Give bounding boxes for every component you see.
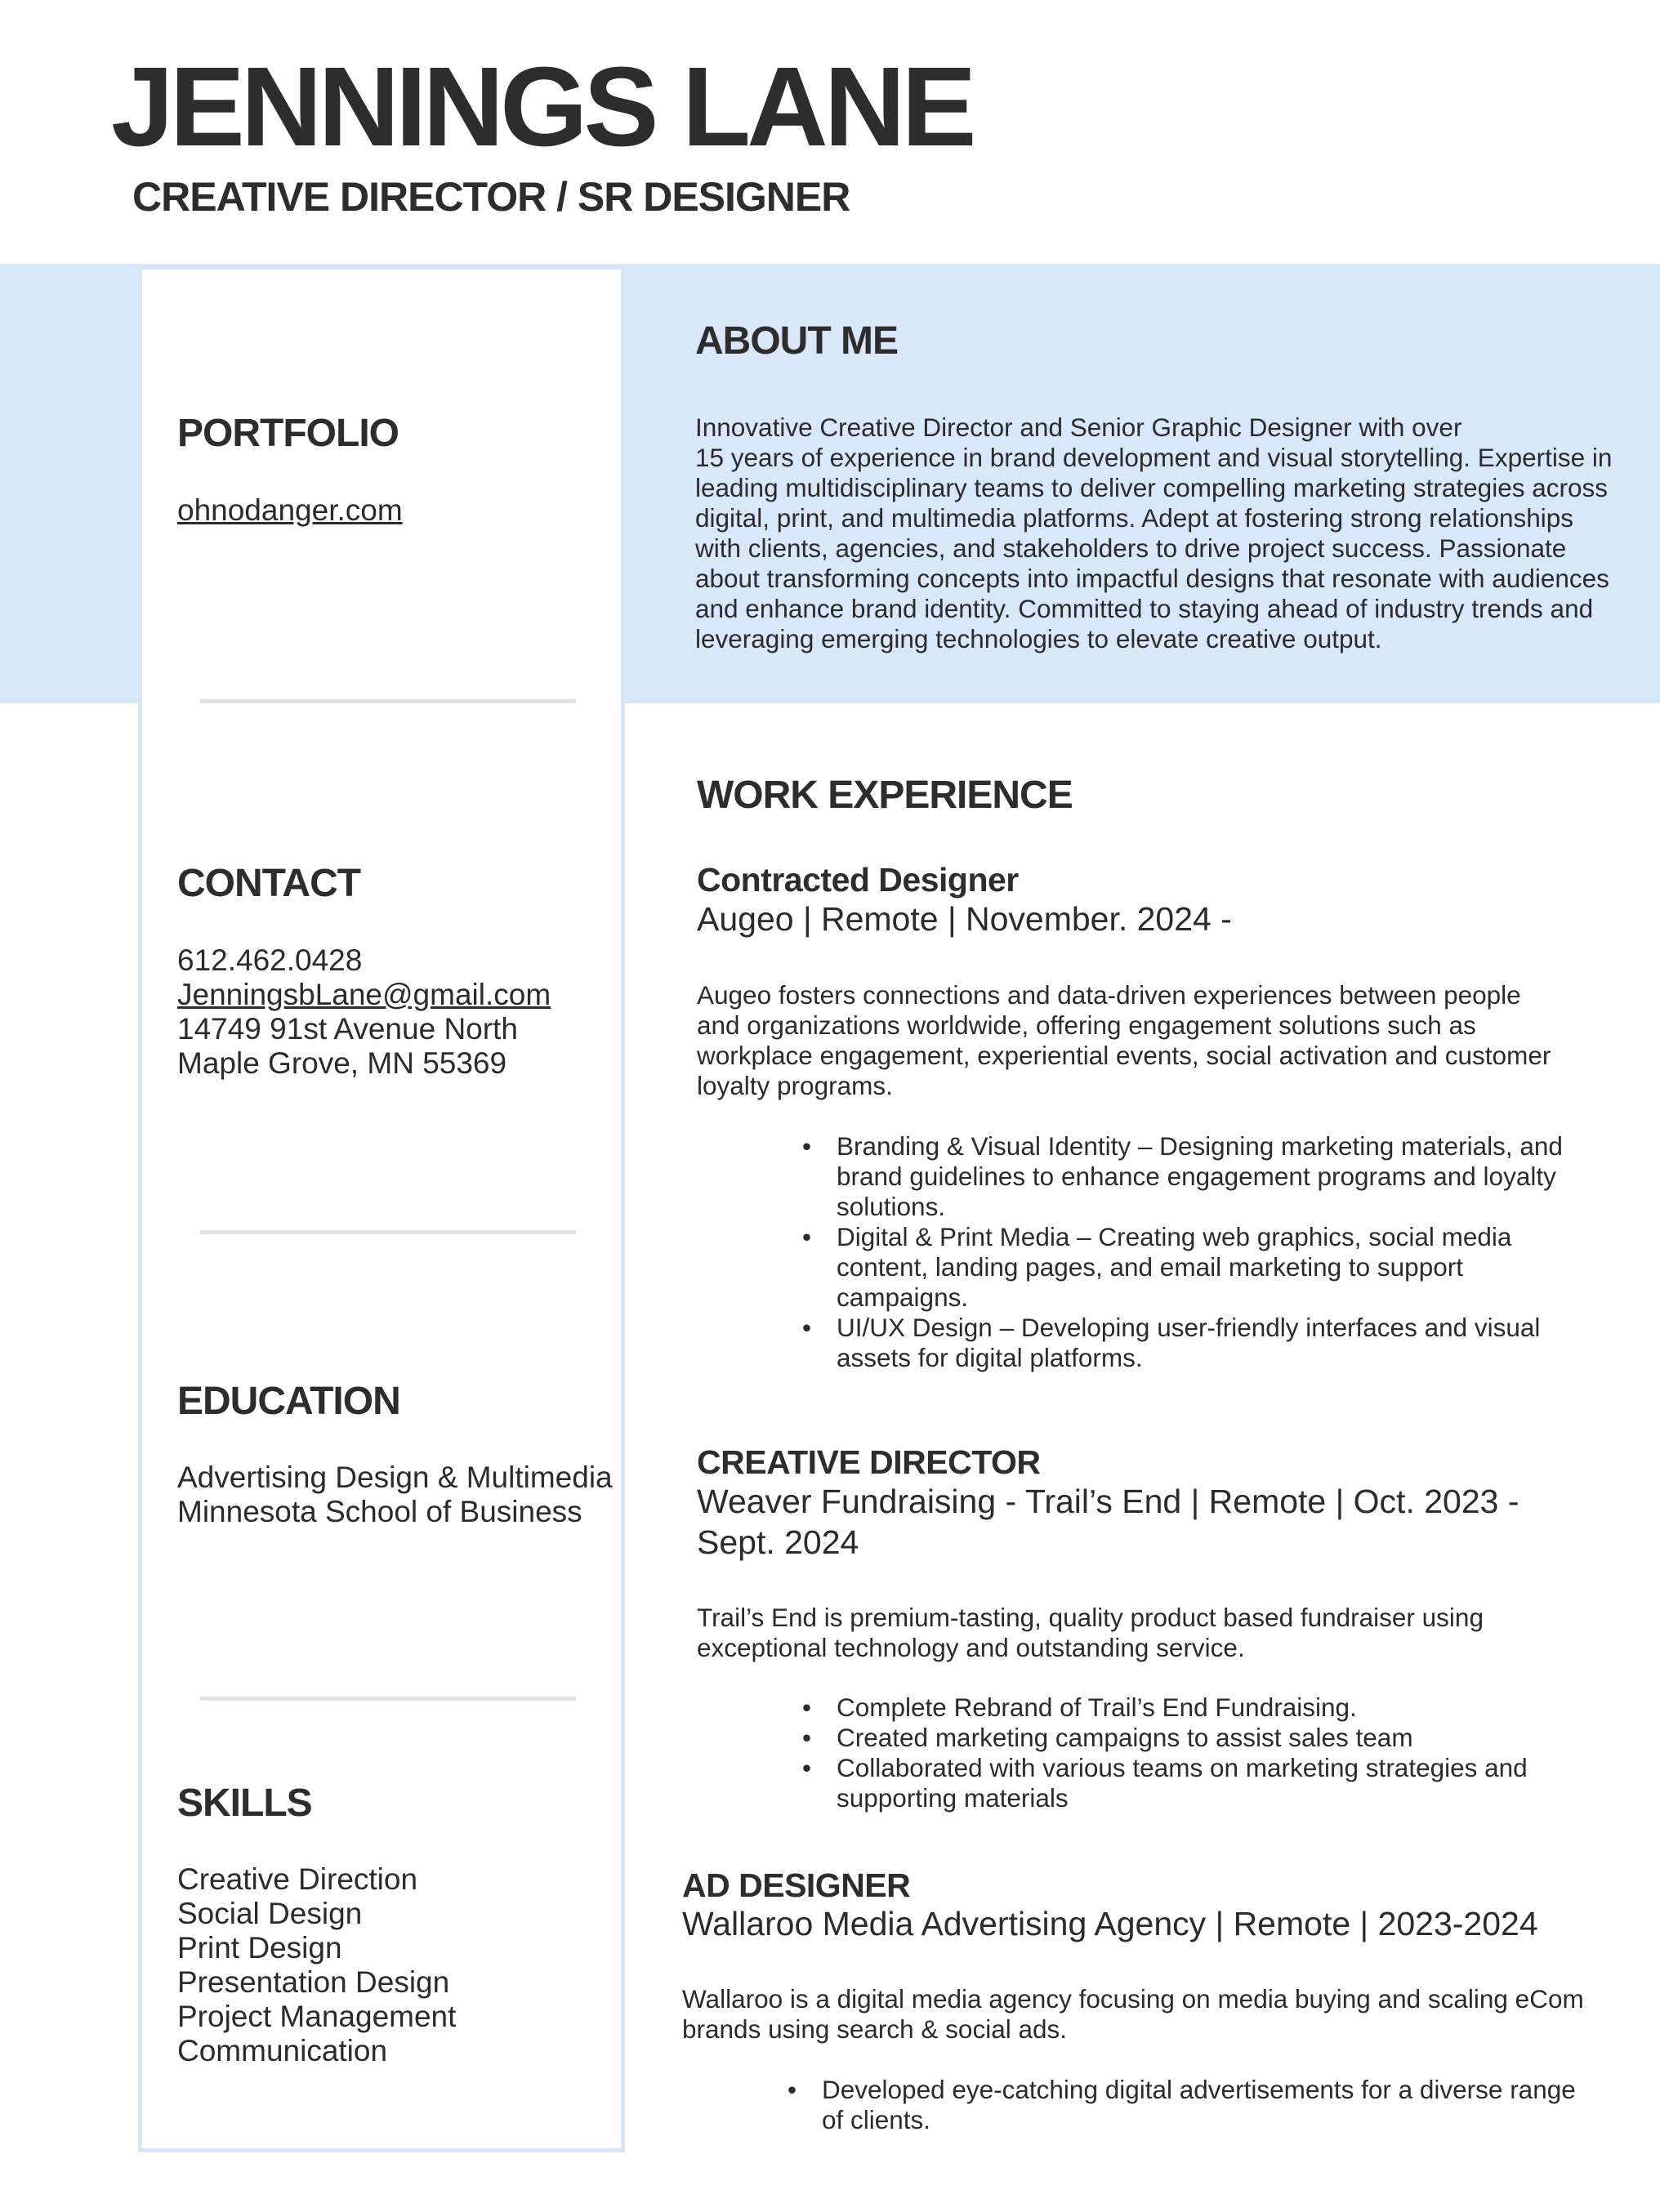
education-heading: EDUCATION <box>177 1380 400 1423</box>
contact-address-line2: Maple Grove, MN 55369 <box>177 1046 507 1080</box>
job-bullet: • Developed eye-catching digital advertisements for a diverse range of clients. <box>822 2075 1614 2135</box>
bullet-line: assets for digital platforms. <box>837 1343 1143 1372</box>
sidebar-divider <box>200 1697 576 1701</box>
job-meta <box>682 1903 1622 1944</box>
job-bullet: • Digital & Print Media – Creating web graphics, social media content, landing pages, and email marketing to support campaigns. <box>837 1222 1613 1313</box>
bullet-line: brand guidelines to enhance engagement programs and loyalty <box>837 1162 1556 1191</box>
job-description-line: workplace engagement, experiential events, social activation and customer <box>697 1041 1551 1070</box>
about-line: with clients, agencies, and stakeholders to drive project success. Passionate <box>695 533 1567 563</box>
job-description <box>697 1603 1612 1663</box>
job-description-line: exceptional technology and outstanding service. <box>697 1633 1245 1662</box>
job-description-line: and organizations worldwide, offering engagement solutions such as <box>697 1010 1476 1040</box>
about-line: leading multidisciplinary teams to deliver compelling marketing strategies across <box>695 473 1608 502</box>
skill-item: Presentation Design <box>177 1965 450 1999</box>
skill-item: Print Design <box>177 1931 342 1964</box>
job-meta <box>697 899 1612 939</box>
resume-title: CREATIVE DIRECTOR / SR DESIGNER <box>132 174 850 220</box>
about-line: and enhance brand identity. Committed to staying ahead of industry trends and <box>695 594 1594 623</box>
job-meta-line: Wallaroo Media Advertising Agency | Remote | 2023-2024 <box>682 1905 1538 1942</box>
job-title: AD DESIGNER <box>682 1866 911 1904</box>
skill-item: Creative Direction <box>177 1862 418 1896</box>
about-paragraph <box>695 413 1618 654</box>
sidebar-divider <box>200 699 576 703</box>
job-bullet: • Branding & Visual Identity – Designing marketing materials, and brand guidelines to enhance engagement programs and loyalty solutions. <box>837 1131 1613 1222</box>
job-bullets <box>802 1131 1613 1373</box>
contact-heading: CONTACT <box>177 862 361 905</box>
job-bullets <box>788 2075 1614 2135</box>
bullet-line: UI/UX Design – Developing user-friendly interfaces and visual <box>837 1313 1541 1342</box>
job-meta <box>697 1481 1612 1563</box>
contact-email[interactable]: JenningsbLane@gmail.com <box>177 978 551 1011</box>
job-title: CREATIVE DIRECTOR <box>697 1443 1041 1481</box>
job-description-line: Augeo fosters connections and data-driven experiences between people <box>697 980 1521 1010</box>
bullet-line: of clients. <box>822 2105 931 2134</box>
portfolio-link[interactable]: ohnodanger.com <box>177 493 403 527</box>
bullet-line: Created marketing campaigns to assist sales team <box>837 1723 1413 1752</box>
skill-item: Project Management <box>177 2000 457 2033</box>
work-heading: WORK EXPERIENCE <box>697 774 1073 817</box>
job-description <box>682 1984 1622 2045</box>
education-school: Minnesota School of Business <box>177 1495 582 1528</box>
job-meta-line: Sept. 2024 <box>697 1523 859 1561</box>
job-title: Contracted Designer <box>697 861 1019 899</box>
job-meta-line: Weaver Fundraising - Trail’s End | Remote | Oct. 2023 - <box>697 1483 1519 1520</box>
skill-item: Communication <box>177 2034 388 2067</box>
job-description-line: Trail’s End is premium-tasting, quality product based fundraiser using <box>697 1603 1484 1632</box>
education-degree: Advertising Design & Multimedia <box>177 1461 613 1494</box>
job-bullet: • Complete Rebrand of Trail’s End Fundraising. <box>837 1692 1613 1723</box>
bullet-line: Collaborated with various teams on marketing strategies and <box>837 1753 1528 1782</box>
about-line: leveraging emerging technologies to elevate creative output. <box>695 624 1382 653</box>
about-line: Innovative Creative Director and Senior Graphic Designer with over <box>695 413 1462 442</box>
bullet-line: Digital & Print Media – Creating web graphics, social media <box>837 1222 1512 1251</box>
job-bullet: • Created marketing campaigns to assist sales team <box>837 1723 1613 1753</box>
bullet-line: campaigns. <box>837 1282 969 1312</box>
bullet-line: content, landing pages, and email marketing to support <box>837 1252 1463 1282</box>
bullet-line: Developed eye-catching digital advertisements for a diverse range <box>822 2075 1576 2104</box>
about-line: digital, print, and multimedia platforms. Adept at fostering strong relationships <box>695 503 1574 533</box>
bullet-line: Complete Rebrand of Trail’s End Fundraising. <box>837 1692 1357 1722</box>
job-bullets <box>802 1692 1613 1813</box>
job-description <box>697 980 1612 1101</box>
job-description-line: brands using search & social ads. <box>682 2014 1068 2044</box>
job-bullet: • UI/UX Design – Developing user-friendly interfaces and visual assets for digital platforms. <box>837 1313 1613 1373</box>
skills-list <box>177 1862 456 2068</box>
job-bullet: • Collaborated with various teams on marketing strategies and supporting materials <box>837 1753 1613 1813</box>
skill-item: Social Design <box>177 1897 363 1930</box>
resume-name: JENNINGS LANE <box>111 44 973 170</box>
about-line: about transforming concepts into impactful designs that resonate with audiences <box>695 564 1609 593</box>
bullet-line: supporting materials <box>837 1783 1069 1813</box>
job-description-line: Wallaroo is a digital media agency focusing on media buying and scaling eCom <box>682 1984 1584 2014</box>
bullet-line: solutions. <box>837 1192 946 1221</box>
sidebar-divider <box>200 1230 576 1234</box>
about-heading: ABOUT ME <box>695 319 898 363</box>
job-description-line: loyalty programs. <box>697 1071 893 1100</box>
contact-phone: 612.462.0428 <box>177 943 363 977</box>
about-line: 15 years of experience in brand development and visual storytelling. Expertise in <box>695 443 1613 472</box>
skills-heading: SKILLS <box>177 1782 312 1825</box>
portfolio-heading: PORTFOLIO <box>177 412 399 455</box>
bullet-line: Branding & Visual Identity – Designing marketing materials, and <box>837 1131 1563 1161</box>
job-meta-line: Augeo | Remote | November. 2024 - <box>697 900 1232 938</box>
contact-address-line1: 14749 91st Avenue North <box>177 1012 518 1046</box>
